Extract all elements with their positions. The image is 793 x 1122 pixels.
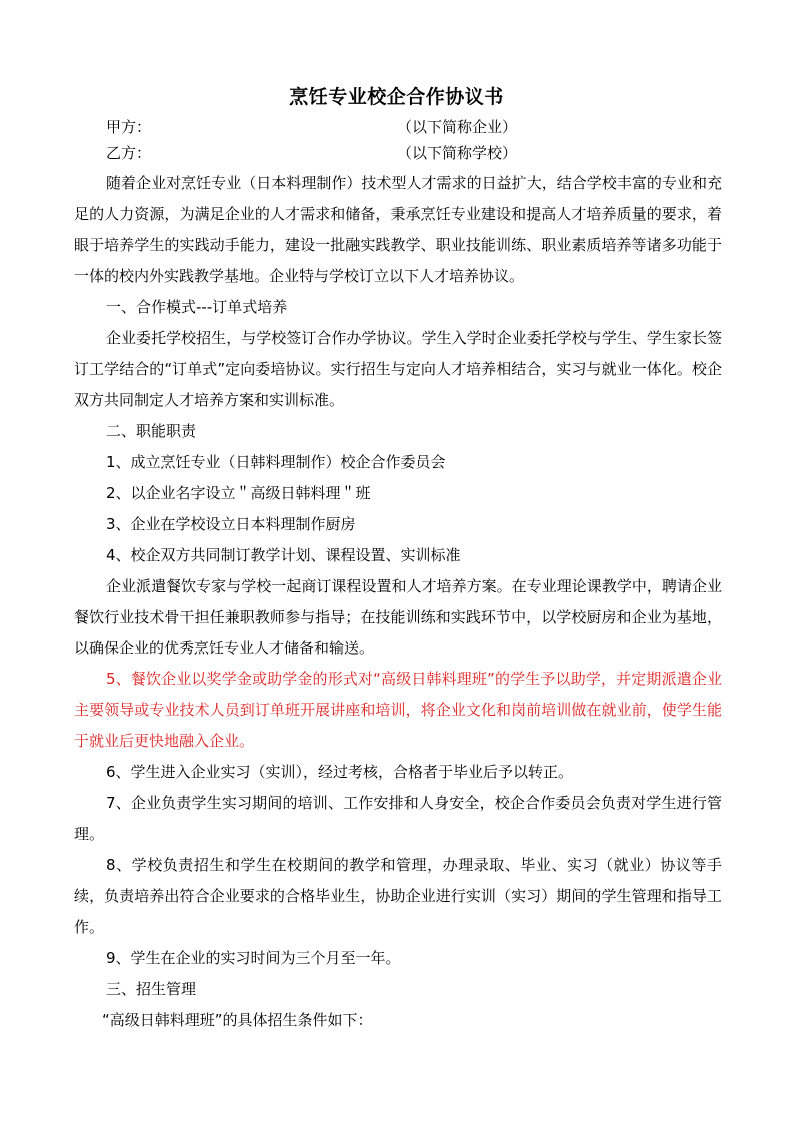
section3-heading: 三、招生管理: [106, 980, 197, 998]
section2-item-4-paragraph: 企业派遣餐饮专家与学校一起商订课程设置和人才培养方案。在专业理论课教学中，聘请企业餐饮行业技术骨干担任兼职教师参与指导；在技能训练和实践环节中，以学校厨房和企业为基地，以确保企业的优秀烹饪专业人才储备和输送。: [74, 577, 722, 657]
party-a-note: （以下简称企业）: [397, 118, 518, 136]
section2-item-1: 1、成立烹饪专业（日韩料理制作）校企合作委员会: [106, 453, 446, 471]
section2-item-3: 3、企业在学校设立日本料理制作厨房: [106, 515, 356, 533]
document-body: [74, 168, 722, 1036]
section3-paragraph: “高级日韩料理班”的具体招生条件如下：: [102, 1011, 373, 1029]
document-title: 烹饪专业校企合作协议书: [289, 86, 504, 108]
section2-item-7: 7、企业负责学生实习期间的培训、工作安排和人身安全，校企合作委员会负责对学生进行管理。: [74, 794, 722, 843]
party-a-label: 甲方：: [106, 118, 152, 136]
section2-item-9: 9、学生在企业的实习时间为三个月至一年。: [106, 949, 401, 967]
party-b-note: （以下简称学校）: [397, 144, 518, 162]
section1-paragraph: 企业委托学校招生，与学校签订合作办学协议。学生入学时企业委托学校与学生、学生家长签订工学结合的“订单式”定向委培协议。实行招生与定向人才培养相结合，实习与就业一体化。校企双方共同制定人才培养方案和实训标准。: [74, 329, 722, 409]
section2-item-5-highlight: 5、餐饮企业以奖学金或助学金的形式对“高级日韩料理班”的学生予以助学，并定期派遣企业主要领导或专业技术人员到订单班开展讲座和培训，将企业文化和岗前培训做在就业前，使学生能于就业后更快地融入企业。: [74, 670, 722, 750]
section1-heading: 一、合作模式---订单式培养: [106, 298, 288, 316]
section2-item-8: 8、学校负责招生和学生在校期间的教学和管理，办理录取、毕业、实习（就业）协议等手续，负责培养出符合企业要求的合格毕业生，协助企业进行实训（实习）期间的学生管理和指导工作。: [74, 856, 722, 936]
intro-paragraph: 随着企业对烹饪专业（日本料理制作）技术型人才需求的日益扩大，结合学校丰富的专业和充足的人力资源，为满足企业的人才需求和储备，秉承烹饪专业建设和提高人才培养质量的要求，着眼于培养学生的实践动手能力，建设一批融实践教学、职业技能训练、职业素质培养等诸多功能于一体的校内外实践教学基地。企业特与学校订立以下人才培养协议。: [74, 174, 722, 285]
party-b-label: 乙方：: [106, 144, 152, 162]
section2-item-6: 6、学生进入企业实习（实训），经过考核，合格者于毕业后予以转正。: [106, 763, 574, 781]
section2-item-2: 2、以企业名字设立＂高级日韩料理＂班: [106, 484, 371, 502]
section2-heading: 二、职能职责: [106, 422, 197, 440]
section2-item-4: 4、校企双方共同制订教学计划、课程设置、实训标准: [106, 546, 461, 564]
